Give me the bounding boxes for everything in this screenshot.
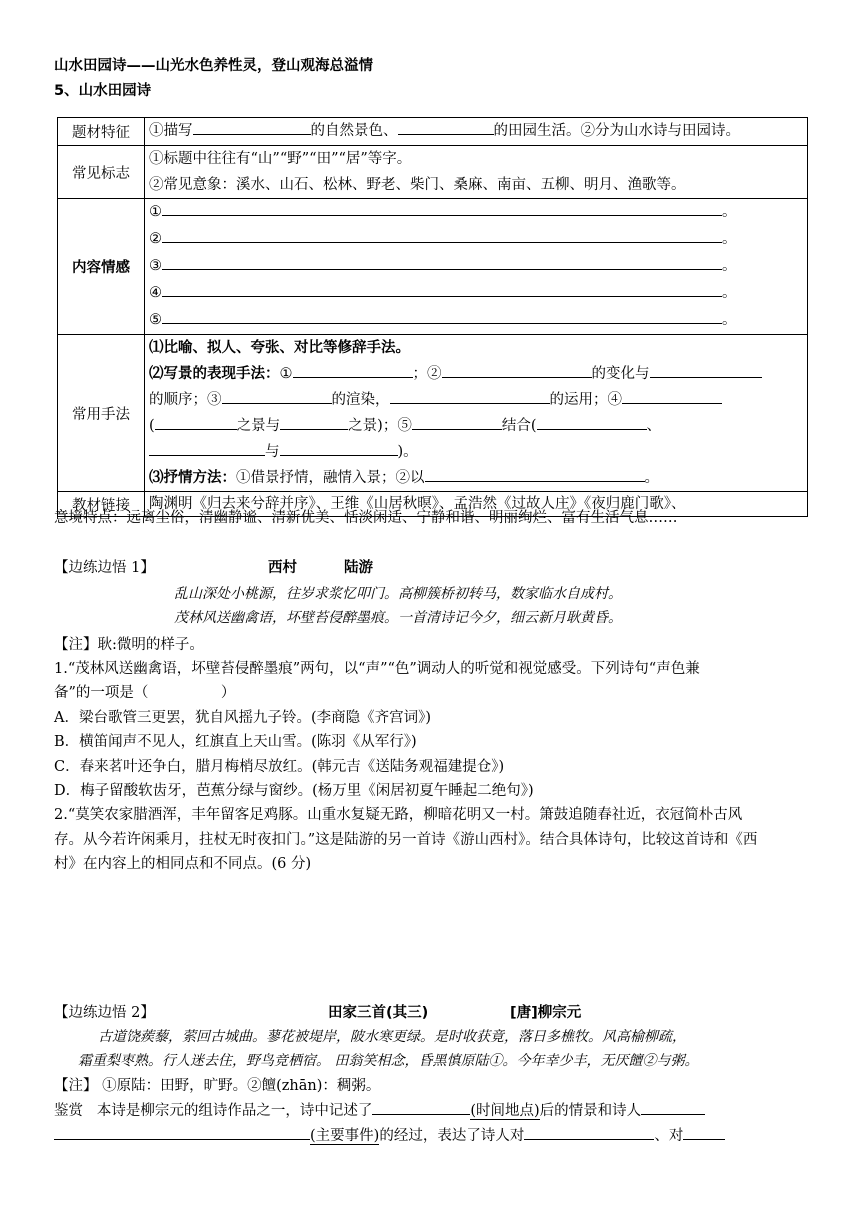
text: 。 (722, 258, 737, 274)
text: )。 (397, 444, 418, 460)
text: 与 (265, 444, 280, 460)
appreciation-line (54, 1099, 705, 1120)
text: 结合( (501, 418, 537, 434)
text: 。 (644, 470, 659, 486)
text: ①标题中往往有“山”“野”“田”“居”等字。 (149, 151, 412, 167)
poem-line: 霜重梨枣熟。行人迷去住，野鸟竞栖宿。 田翁笑相念，昏黑慎原陆①。今年幸少丰，无厌饘②与粥。 (78, 1053, 699, 1069)
marker: ② (149, 231, 162, 247)
question-text: 备”的一项是（ ） (54, 685, 236, 701)
text: ⑴比喻、拟人、夸张、对比等修辞手法。 (149, 340, 410, 356)
text: 的自然景色、 (310, 123, 398, 139)
text: 的运用；④ (549, 392, 622, 408)
table-row (58, 199, 808, 335)
text: 、对 (654, 1128, 684, 1144)
blank[interactable] (162, 228, 722, 243)
blank[interactable] (149, 441, 265, 456)
poem-author: 陆游 (344, 560, 373, 576)
marker: ③ (149, 258, 162, 274)
row-label: 内容情感 (58, 199, 145, 335)
text: 之景与 (236, 418, 281, 434)
blank[interactable] (641, 1100, 705, 1115)
exercise-tag: 【边练边悟 1】 (54, 560, 155, 576)
hint: (时间地点) (470, 1103, 540, 1119)
row-label: 常见标志 (58, 146, 145, 199)
option-b: B．横笛闻声不见人，红旗直上天山雪。(陈羽《从军行》) (54, 734, 417, 750)
row-content (145, 335, 808, 492)
poem-author: [唐]柳宗元 (510, 1005, 582, 1021)
text: ① (279, 366, 293, 382)
text: 之景)；⑤ (348, 418, 412, 434)
question-text: 存。从今若许闲乘月，拄杖无时夜扣门。”这是陆游的另一首诗《游山西村》。结合具体诗句，比较这首诗和《西 (54, 832, 758, 848)
row-label: 题材特征 (58, 118, 145, 146)
text: ；② (412, 366, 442, 382)
text: 的田园生活。②分为山水诗与田园诗。 (493, 123, 740, 139)
option-a: A．梁台歌管三更罢，犹自风摇九子铃。(李商隐《齐宫词》) (54, 710, 432, 726)
text: ( (149, 418, 155, 434)
exercise-tag: 【边练边悟 2】 (54, 1005, 155, 1021)
mood-features: 意境特点：远离尘俗，清幽静谧、清新优美、恬淡闲适、宁静和谐、明丽绚烂、富有生活气息…… (54, 510, 678, 526)
text: 陶渊明《归去来兮辞并序》、王维《山居秋暝》、孟浩然《过故人庄》《夜归鹿门歌》、 (149, 496, 686, 512)
text: ②常见意象：溪水、山石、松林、野老、柴门、桑麻、南亩、五柳、明月、渔歌等。 (149, 177, 686, 193)
table-row (58, 335, 808, 492)
blank[interactable] (524, 1125, 654, 1140)
poem-line: 茂林风送幽禽语，坏壁苔侵醉墨痕。一首清诗记今夕，细云新月耿黄昏。 (174, 610, 622, 626)
text: 。 (722, 312, 737, 328)
blank[interactable] (622, 389, 722, 404)
blank[interactable] (293, 363, 413, 378)
row-content (145, 118, 808, 146)
blank[interactable] (442, 363, 592, 378)
blank[interactable] (155, 415, 237, 430)
blank[interactable] (372, 1100, 470, 1115)
blank[interactable] (425, 467, 645, 482)
text: 的经过，表达了诗人对 (379, 1128, 525, 1144)
blank[interactable] (398, 120, 494, 135)
blank[interactable] (280, 415, 348, 430)
text: ①描写 (149, 123, 193, 139)
text: 的顺序；③ (149, 392, 222, 408)
question-text: 村》在内容上的相同点和不同点。(6 分) (54, 856, 312, 872)
section-title: 山水田园诗——山光水色养性灵，登山观海总溢情 (54, 58, 373, 74)
text: 。 (722, 285, 737, 301)
blank[interactable] (412, 415, 502, 430)
question-text: 1.“茂林风送幽禽语，坏壁苔侵醉墨痕”两句，以“声”“色”调动人的听觉和视觉感受。下列诗句“声色兼 (54, 661, 700, 677)
row-label: 常用手法 (58, 335, 145, 492)
option-c: C．春来茗叶还争白，腊月梅梢尽放红。(韩元吉《送陆务观福建提仓》) (54, 759, 505, 775)
row-content (145, 146, 808, 199)
note: 【注】 ①原陆：田野，旷野。②饘(zhān)：稠粥。 (54, 1078, 381, 1094)
blank[interactable] (162, 201, 722, 216)
question-text: 2.“莫笑农家腊酒浑，丰年留客足鸡豚。山重水复疑无路，柳暗花明又一村。箫鼓追随春社近，衣冠简朴古风 (54, 807, 743, 823)
poem-title: 田家三首(其三) (328, 1005, 429, 1021)
text: 本诗是柳宗元的组诗作品之一，诗中记述了 (96, 1103, 373, 1119)
text: 的渲染， (331, 392, 390, 408)
blank[interactable] (537, 415, 647, 430)
row-label: 教材链接 (58, 492, 145, 517)
marker: ① (149, 204, 162, 220)
text: 、 (646, 418, 662, 434)
summary-table (57, 117, 808, 517)
blank[interactable] (193, 120, 311, 135)
marker: ⑤ (149, 312, 162, 328)
text: 。 (722, 204, 737, 220)
blank[interactable] (162, 309, 722, 324)
blank[interactable] (162, 255, 722, 270)
note: 【注】耿:微明的样子。 (54, 637, 204, 653)
text: ①借景抒情，融情入景；②以 (236, 470, 425, 486)
option-d: D．梅子留酸软齿牙，芭蕉分绿与窗纱。(杨万里《闲居初夏午睡起二绝句》) (54, 783, 534, 799)
blank[interactable] (280, 441, 398, 456)
text: ⑶抒情方法： (149, 470, 236, 486)
appreciation-line (54, 1124, 725, 1145)
blank[interactable] (683, 1125, 725, 1140)
table-row (58, 118, 808, 146)
blank[interactable] (162, 282, 722, 297)
hint: (主要事件) (310, 1128, 380, 1144)
text: ⑵写景的表现手法： (149, 366, 280, 382)
blank[interactable] (390, 389, 550, 404)
label: 鉴赏 (54, 1103, 83, 1119)
subsection-title: 5、山水田园诗 (54, 83, 152, 99)
blank[interactable] (222, 389, 332, 404)
row-content (145, 199, 808, 335)
poem-line: 乱山深处小桃源，往岁求浆忆叩门。高柳簇桥初转马，数家临水自成村。 (174, 586, 622, 602)
marker: ④ (149, 285, 162, 301)
text: 的变化与 (591, 366, 650, 382)
blank[interactable] (54, 1125, 310, 1140)
blank[interactable] (650, 363, 762, 378)
text: 。 (722, 231, 737, 247)
poem-title: 西村 (268, 560, 297, 576)
table-row (58, 146, 808, 199)
poem-line: 古道饶蒺藜，萦回古城曲。蓼花被堤岸，陂水寒更绿。是时收获竟，落日多樵牧。风高榆柳疏， (98, 1029, 686, 1045)
text: 后的情景和诗人 (539, 1103, 642, 1119)
